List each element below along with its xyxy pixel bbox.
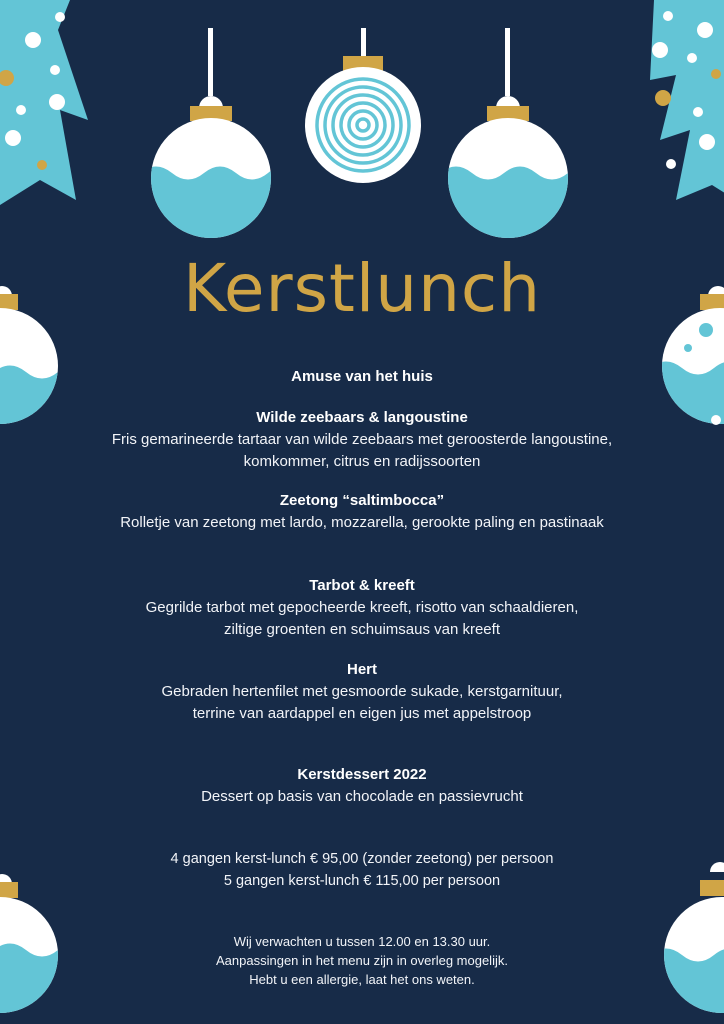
course-title: Kerstdessert 2022 bbox=[297, 766, 427, 783]
amuse-section bbox=[60, 366, 664, 388]
course-5 bbox=[60, 764, 664, 808]
page-title: Kerstlunch bbox=[182, 250, 542, 327]
course-4 bbox=[60, 659, 664, 725]
course-title: Tarbot & kreeft bbox=[309, 577, 415, 594]
course-title: Zeetong “saltimbocca” bbox=[279, 492, 445, 509]
notes-section bbox=[60, 932, 664, 989]
course-description-line: Rolletje van zeetong met lardo, mozzarella, gerookte paling en pastinaak bbox=[120, 514, 604, 531]
course-description-line: Fris gemarineerde tartaar van wilde zeebaars met geroosterde langoustine, bbox=[111, 431, 613, 448]
course-description-line: komkommer, citrus en radijssoorten bbox=[243, 453, 481, 470]
course-1 bbox=[60, 407, 664, 473]
price-line: 4 gangen kerst-lunch € 95,00 (zonder zeetong) per persoon bbox=[170, 851, 554, 867]
price-section bbox=[60, 848, 664, 892]
course-description-line: Dessert op basis van chocolade en passievrucht bbox=[201, 788, 523, 805]
note-line: Hebt u een allergie, laat het ons weten. bbox=[249, 972, 475, 987]
course-description-line: terrine van aardappel en eigen jus met appelstroop bbox=[192, 705, 532, 722]
course-title: Hert bbox=[346, 661, 377, 678]
note-line: Aanpassingen in het menu zijn in overleg mogelijk. bbox=[216, 953, 508, 968]
course-description-line: ziltige groenten en schuimsaus van kreeft bbox=[224, 621, 500, 638]
course-2 bbox=[60, 490, 664, 534]
course-description-line: Gebraden hertenfilet met gesmoorde sukade, kerstgarnituur, bbox=[161, 683, 563, 700]
course-3 bbox=[60, 575, 664, 641]
price-line: 5 gangen kerst-lunch € 115,00 per persoon bbox=[223, 873, 501, 889]
note-line: Wij verwachten u tussen 12.00 en 13.30 uur. bbox=[233, 934, 491, 949]
course-description-line: Gegrilde tarbot met gepocheerde kreeft, risotto van schaaldieren, bbox=[145, 599, 579, 616]
amuse-heading: Amuse van het huis bbox=[291, 368, 433, 385]
course-title: Wilde zeebaars & langoustine bbox=[256, 409, 468, 426]
